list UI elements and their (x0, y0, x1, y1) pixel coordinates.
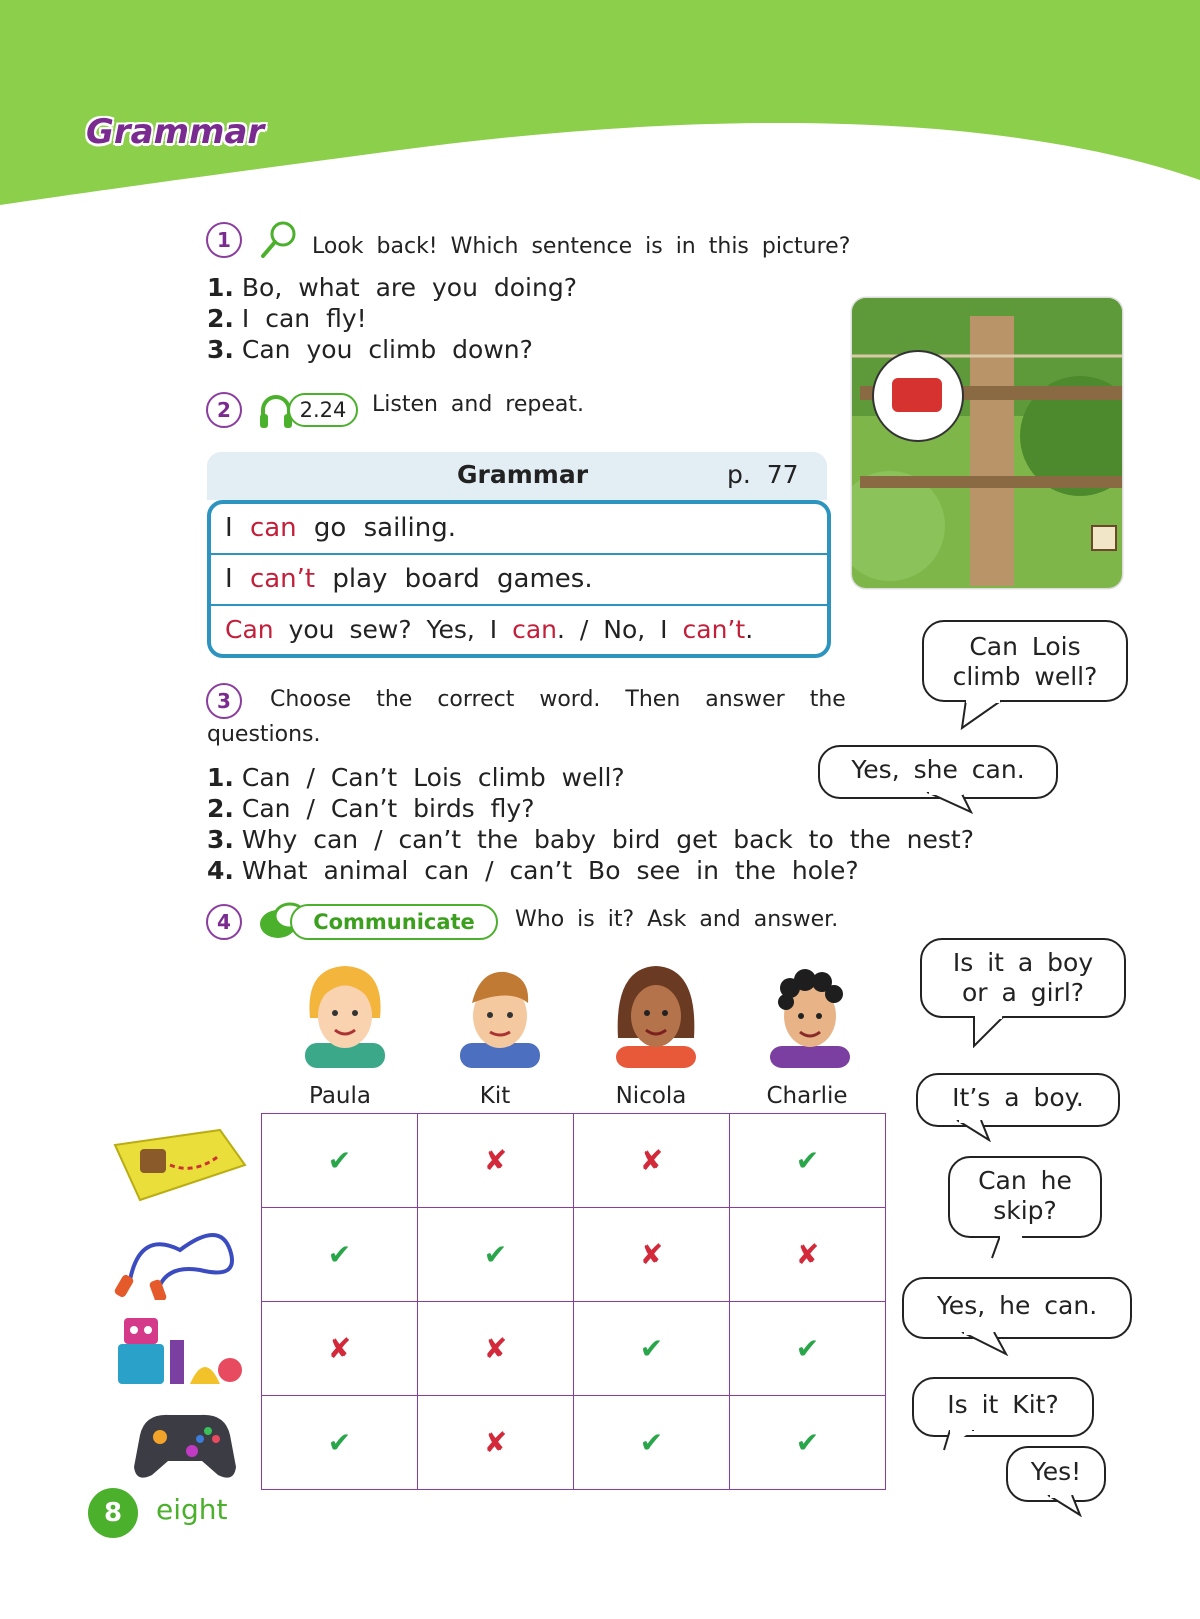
grammar-box-header (207, 452, 827, 500)
kit-portrait (450, 958, 550, 1068)
page-number-badge: 8 (88, 1488, 138, 1538)
exercise-1-number: 1 (206, 222, 242, 258)
bubble-tail (960, 1332, 1010, 1356)
bubble-tail (925, 792, 975, 816)
speech-bubble: Can he skip? (948, 1156, 1102, 1238)
grammar-row: Can you sew? Yes, I can. / No, I can’t. (225, 615, 754, 644)
exercise-3-instruction-cont: questions. (207, 722, 321, 747)
table-cell: ✘ (574, 1208, 730, 1302)
paula-portrait (295, 958, 395, 1068)
exercise-1-item: 1. Bo, what are you doing? (207, 273, 577, 302)
table-cell: ✔ (574, 1396, 730, 1490)
header-band (0, 0, 1200, 210)
exercise-4-instruction: Who is it? Ask and answer. (515, 907, 839, 932)
grammar-box (207, 500, 831, 658)
table-cell: ✔ (730, 1114, 886, 1208)
table-row (262, 1114, 886, 1208)
exercise-3-item: 2. Can / Can’t birds fly? (207, 794, 535, 823)
table-cell: ✘ (262, 1302, 418, 1396)
table-row (262, 1396, 886, 1490)
speech-bubble: Is it Kit? (912, 1377, 1094, 1437)
magnifier-icon (258, 220, 298, 262)
grammar-page-ref: p. 77 (727, 460, 799, 489)
table-cell: ✘ (730, 1208, 886, 1302)
table-cell: ✘ (418, 1302, 574, 1396)
bubble-tail (1046, 1495, 1086, 1517)
exercise-3-number: 3 (206, 683, 242, 719)
bubble-tail (970, 1016, 1020, 1048)
name-label: Kit (479, 1083, 511, 1109)
table-cell: ✔ (262, 1208, 418, 1302)
nicola-portrait (606, 958, 706, 1068)
exercise-3-instruction: Choose the correct word. Then answer the (270, 687, 846, 712)
grammar-row: I can’t play board games. (225, 564, 593, 594)
robot-toys-icon (110, 1310, 250, 1390)
table-cell: ✔ (262, 1396, 418, 1490)
bubble-tail (960, 700, 1010, 730)
grammar-row: I can go sailing. (225, 513, 456, 543)
page-number-word: eight (156, 1493, 228, 1526)
bubble-tail (955, 1120, 995, 1142)
exercise-3-item: 4. What animal can / can’t Bo see in the hole? (207, 856, 859, 885)
name-label: Paula (309, 1083, 371, 1109)
speech-bubble: Is it a boy or a girl? (920, 938, 1126, 1018)
table-cell: ✘ (418, 1396, 574, 1490)
table-cell: ✘ (418, 1114, 574, 1208)
exercise-3-item: 1. Can / Can’t Lois climb well? (207, 763, 625, 792)
exercise-4-number: 4 (206, 904, 242, 940)
bubble-tail (940, 1430, 980, 1452)
exercise-3-item: 3. Why can / can’t the baby bird get back to the nest? (207, 825, 974, 854)
exercise-1-item: 2. I can fly! (207, 304, 367, 333)
communicate-tag: Communicate (290, 904, 498, 940)
speech-bubble: Yes, he can. (902, 1277, 1132, 1339)
speech-bubble: It’s a boy. (916, 1073, 1120, 1127)
name-label: Nicola (615, 1083, 687, 1109)
bubble-tail (990, 1236, 1030, 1260)
exercise-2-number: 2 (206, 392, 242, 428)
track-number-badge[interactable]: 2.24 (288, 393, 358, 427)
grammar-box-title: Grammar (457, 460, 589, 489)
table-cell: ✔ (574, 1302, 730, 1396)
speech-bubble-answer: Yes, she can. (818, 745, 1058, 799)
table-cell: ✔ (730, 1396, 886, 1490)
section-title: Grammar (86, 112, 265, 152)
speech-bubble-question: Can Lois climb well? (922, 620, 1128, 702)
charlie-portrait (760, 958, 860, 1068)
speech-bubble: Yes! (1006, 1446, 1106, 1502)
skipping-rope-icon (110, 1220, 250, 1300)
name-label: Charlie (766, 1083, 848, 1109)
table-cell: ✘ (574, 1114, 730, 1208)
table-cell: ✔ (262, 1114, 418, 1208)
sewing-icon (110, 1125, 250, 1205)
ability-table (261, 1113, 886, 1490)
table-cell: ✔ (730, 1302, 886, 1396)
exercise-2-instruction: Listen and repeat. (372, 392, 585, 417)
table-row (262, 1302, 886, 1396)
game-controller-icon (130, 1405, 240, 1485)
table-row (262, 1208, 886, 1302)
exercise-1-instruction: Look back! Which sentence is in this picture? (312, 234, 851, 259)
table-cell: ✔ (418, 1208, 574, 1302)
treehouse-picture (850, 296, 1130, 596)
exercise-1-item: 3. Can you climb down? (207, 335, 533, 364)
